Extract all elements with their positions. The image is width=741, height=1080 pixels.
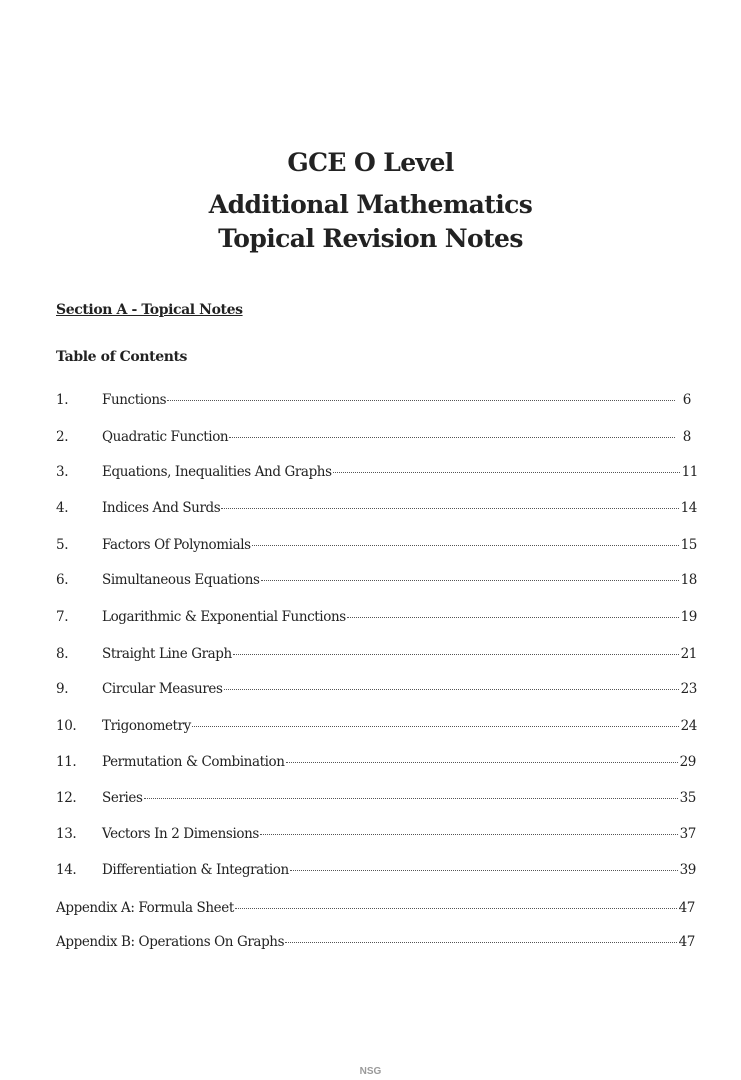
toc-entry-title: Factors Of Polynomials <box>102 537 251 553</box>
toc-entry-page: 8 <box>682 429 691 445</box>
toc-entry-title: Simultaneous Equations <box>102 572 260 588</box>
toc-entry-title: Series <box>102 790 143 806</box>
toc-entry-page: 47 <box>678 934 695 950</box>
toc-entry-title: Equations, Inequalities And Graphs <box>102 464 332 480</box>
toc-entry-title: Quadratic Function <box>102 429 229 445</box>
toc-entry-leader <box>229 437 675 438</box>
toc-entry[interactable] <box>56 609 697 629</box>
toc-entry-number: 2. <box>56 429 69 445</box>
toc-entry-number: 9. <box>56 681 69 697</box>
toc-entry-title: Functions <box>102 392 167 408</box>
toc-entry-leader <box>286 762 678 763</box>
toc-entry-title: Appendix A: Formula Sheet <box>56 900 234 916</box>
toc-entry-title: Circular Measures <box>102 681 223 697</box>
toc-entry[interactable] <box>56 537 697 557</box>
toc-entry-page: 15 <box>680 537 697 553</box>
toc-entry-number: 7. <box>56 609 69 625</box>
toc-entry-leader <box>233 654 679 655</box>
section-heading: Section A - Topical Notes <box>56 302 243 318</box>
toc-entry-number: 11. <box>56 754 77 770</box>
toc-entry-leader <box>285 942 676 943</box>
toc-entry-page: 21 <box>680 646 697 662</box>
toc-entry-title: Trigonometry <box>102 718 191 734</box>
toc-entry-page: 24 <box>680 718 697 734</box>
toc-entry-title: Permutation & Combination <box>102 754 285 770</box>
toc-entry-leader <box>167 400 675 401</box>
toc-entry[interactable] <box>56 500 697 520</box>
toc-entry[interactable] <box>56 464 698 484</box>
toc-entry-page: 18 <box>680 572 697 588</box>
toc-entry-title: Differentiation & Integration <box>102 862 289 878</box>
toc-entry-page: 35 <box>679 790 696 806</box>
toc-entry-page: 29 <box>679 754 696 770</box>
toc-entry-page: 37 <box>679 826 696 842</box>
toc-entry-leader <box>144 798 678 799</box>
toc-entry-number: 14. <box>56 862 77 878</box>
toc-entry-title: Vectors In 2 Dimensions <box>102 826 259 842</box>
toc-entry-leader <box>347 617 679 618</box>
toc-entry[interactable] <box>56 429 691 449</box>
toc-heading: Table of Contents <box>56 349 188 365</box>
toc-entry-title: Indices And Surds <box>102 500 221 516</box>
toc-entry-page: 23 <box>680 681 697 697</box>
toc-entry-page: 47 <box>678 900 695 916</box>
toc-entry-number: 12. <box>56 790 77 806</box>
toc-entry-leader <box>261 580 679 581</box>
toc-entry-number: 8. <box>56 646 69 662</box>
title-subject: Additional Mathematics <box>208 190 533 219</box>
toc-entry-page: 6 <box>682 392 691 408</box>
toc-entry-leader <box>252 545 679 546</box>
toc-entry-leader <box>224 689 679 690</box>
toc-entry[interactable] <box>56 754 696 774</box>
toc-entry-leader <box>333 472 680 473</box>
title-notes: Topical Revision Notes <box>218 224 523 253</box>
toc-entry-number: 13. <box>56 826 77 842</box>
toc-entry-page: 19 <box>680 609 697 625</box>
toc-entry-leader <box>290 870 678 871</box>
toc-entry[interactable] <box>56 646 697 666</box>
toc-entry[interactable] <box>56 681 697 701</box>
toc-entry[interactable] <box>56 572 697 592</box>
toc-entry-number: 4. <box>56 500 69 516</box>
toc-entry-title: Appendix B: Operations On Graphs <box>56 934 285 950</box>
toc-entry[interactable] <box>56 826 696 846</box>
toc-appendix-entry[interactable] <box>56 934 695 954</box>
toc-appendix-entry[interactable] <box>56 900 695 920</box>
toc-entry-number: 10. <box>56 718 77 734</box>
toc-entry-leader <box>260 834 678 835</box>
toc-entry-page: 11 <box>681 464 698 480</box>
toc-entry-leader <box>221 508 678 509</box>
footer-watermark: NSG <box>359 1066 382 1077</box>
toc-entry-number: 6. <box>56 572 69 588</box>
title-block <box>0 146 741 256</box>
toc-entry[interactable] <box>56 790 696 810</box>
toc-entry[interactable] <box>56 392 691 412</box>
toc-entry-page: 14 <box>680 500 697 516</box>
title-exam-level: GCE O Level <box>287 148 454 177</box>
toc-entry-title: Logarithmic & Exponential Functions <box>102 609 346 625</box>
toc-entry[interactable] <box>56 718 697 738</box>
toc-entry-leader <box>235 908 677 909</box>
toc-entry-number: 1. <box>56 392 69 408</box>
toc-entry[interactable] <box>56 862 696 882</box>
toc-entry-title: Straight Line Graph <box>102 646 232 662</box>
toc-entry-number: 3. <box>56 464 69 480</box>
toc-entry-page: 39 <box>679 862 696 878</box>
toc-entry-leader <box>192 726 679 727</box>
toc-entry-number: 5. <box>56 537 69 553</box>
